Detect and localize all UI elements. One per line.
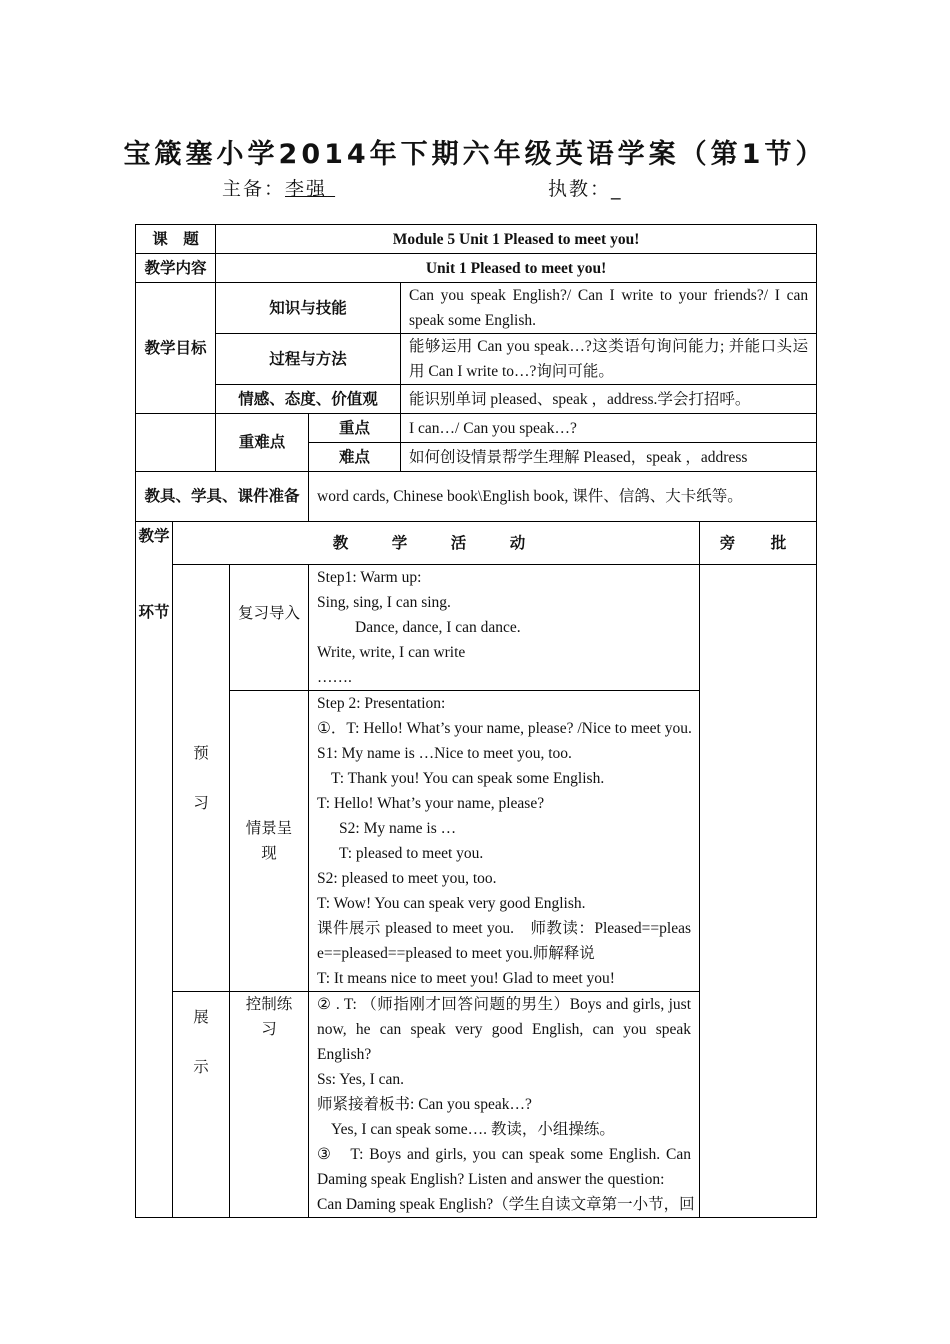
scene-line: 课件展示 pleased to meet you. 师教读：Pleased==please==pleased==pleased to meet you.师解释说 [317, 920, 692, 962]
scene-line: T: Hello! What’s your name, please? [317, 795, 545, 812]
emotion-value: 能识别单词 pleased、speak ，address.学会打招呼。 [401, 385, 817, 414]
knowledge-label: 知识与技能 [216, 283, 401, 334]
review-content [309, 565, 700, 691]
control-line: Can Daming speak English?（学生自读文章第一小节，回 [317, 1196, 695, 1213]
preparer [222, 174, 335, 201]
side-notes [700, 565, 817, 1218]
control-line: Yes, I can speak some…. 教读，小组操练。 [331, 1121, 615, 1138]
hard-label: 难点 [309, 443, 401, 472]
objectives-label: 教学目标 [136, 283, 216, 414]
control-label: 控制练习 [230, 992, 309, 1218]
review-line: Step1: Warm up: [317, 569, 422, 586]
scene-line: S2: My name is … [339, 820, 457, 837]
teacher [548, 174, 623, 201]
lesson-plan-table [135, 224, 817, 1218]
scene-content [309, 691, 700, 992]
teacher-label: 执教： [548, 178, 612, 200]
row-content [136, 254, 817, 283]
process-label: 过程与方法 [216, 334, 401, 385]
page-title: 宝箴塞小学2014年下期六年级英语学案（第1节） [123, 139, 827, 170]
section-label-cell [136, 522, 173, 1218]
difficulty-label: 重难点 [216, 414, 309, 472]
review-line: Dance, dance, I can dance. [355, 619, 521, 636]
review-line: Write, write, I can write [317, 644, 466, 661]
emotion-label: 情感、态度、价值观 [216, 385, 401, 414]
scene-line: S1: My name is …Nice to meet you, too. [317, 745, 572, 762]
content-label: 教学内容 [136, 254, 216, 283]
scene-line: T: It means nice to meet you! Glad to meet you! [317, 970, 615, 987]
teacher-name: _ [611, 178, 623, 200]
key-label: 重点 [309, 414, 401, 443]
review-line: ……. [317, 669, 352, 686]
row-materials [136, 472, 817, 522]
key-value: I can…/ Can you speak…? [401, 414, 817, 443]
scene-line: S2: pleased to meet you, too. [317, 870, 497, 887]
preparer-name: 李强 [285, 178, 328, 200]
side-header: 旁 批 [700, 522, 817, 565]
row-process [136, 334, 817, 385]
section-label: 教学环节 [138, 527, 170, 621]
scene-line: ①．T: Hello! What’s your name, please? /Nice to meet you. [317, 720, 692, 737]
review-line: Sing, sing, I can sing. [317, 594, 451, 611]
row-activity-header [136, 522, 817, 565]
content-value: Unit 1 Pleased to meet you! [216, 254, 817, 283]
spacer [136, 414, 216, 472]
scene-line: T: Thank you! You can speak some English. [331, 770, 605, 787]
activity-header: 教 学 活 动 [173, 522, 700, 565]
control-line: Ss: Yes, I can. [317, 1071, 404, 1088]
topic-label: 课 题 [136, 225, 216, 254]
scene-line: Step 2: Presentation: [317, 695, 446, 712]
materials-label: 教具、学具、课件准备 [136, 472, 309, 522]
control-line: ② . T: （师指刚才回答问题的男生）Boys and girls, just now, he can speak very good English, can you speak English? [317, 996, 692, 1063]
row-review [136, 565, 817, 691]
scene-label: 情景呈现 [230, 691, 309, 992]
show-label: 展示 [193, 1008, 209, 1076]
row-topic [136, 225, 817, 254]
process-value: 能够运用 Can you speak…?这类语句询问能力; 并能口头运用 Can I write to…?询问可能。 [401, 334, 817, 385]
row-knowledge [136, 283, 817, 334]
preview-label: 预习 [193, 744, 209, 812]
hard-value: 如何创设情景帮学生理解 Pleased，speak ，address [401, 443, 817, 472]
topic-value: Module 5 Unit 1 Pleased to meet you! [216, 225, 817, 254]
row-emotion [136, 385, 817, 414]
control-line: ③ T: Boys and girls, you can speak some English. Can Daming speak English? Listen and answer the question: [317, 1146, 692, 1188]
preview-label-cell [173, 565, 230, 992]
control-content [309, 992, 700, 1218]
review-label: 复习导入 [230, 565, 309, 691]
control-line: 师紧接着板书: Can you speak…? [317, 1096, 532, 1113]
scene-line: T: pleased to meet you. [339, 845, 484, 862]
show-label-cell [173, 992, 230, 1218]
scene-line: T: Wow! You can speak very good English. [317, 895, 586, 912]
preparer-label: 主备： [222, 178, 286, 200]
row-key [136, 414, 817, 443]
knowledge-value: Can you speak English?/ Can I write to your friends?/ I can speak some English. [401, 283, 817, 334]
materials-value: word cards, Chinese book\English book, 课件、信鸽、大卡纸等。 [309, 472, 817, 522]
